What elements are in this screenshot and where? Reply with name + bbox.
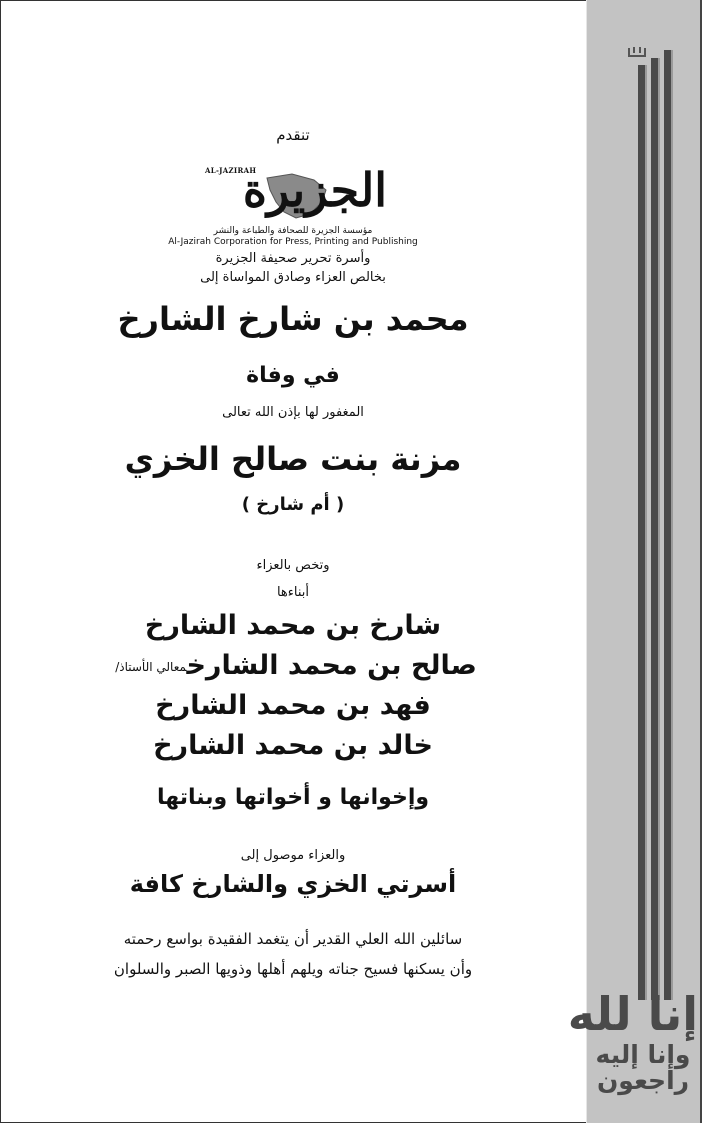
vertical-bar-icon <box>651 58 658 1000</box>
honorific-title: معالي الأستاذ/ <box>115 659 187 674</box>
vertical-bar-icon <box>664 50 671 1000</box>
verse-line-2: وإنا إليه <box>595 1040 691 1069</box>
son-name: خالد بن محمد الشارخ <box>153 730 433 761</box>
vertical-bar-icon <box>638 65 645 1000</box>
deceased-kunya: ( أم شارخ ) <box>241 494 345 515</box>
son-name: صالح بن محمد الشارخ <box>186 650 477 681</box>
corporation-name-ar: مؤسسة الجزيرة للصحافة والطباعة والنشر <box>213 226 373 236</box>
son-row-honorific <box>0 650 586 681</box>
deceased-prefix: المغفور لها بإذن الله تعالى <box>222 405 364 420</box>
son-name: فهد بن محمد الشارخ <box>155 690 431 721</box>
condolence-intro: بخالص العزاء وصادق المواساة إلى <box>200 270 386 285</box>
deceased-name: مزنة بنت صالح الخزي <box>124 440 462 478</box>
extended-label: والعزاء موصول إلى <box>240 848 346 863</box>
special-mention: وتخص بالعزاء <box>256 558 330 573</box>
logo-brand-en: AL-JAZIRAH <box>205 166 257 175</box>
logo-brand-ar: الجزيرة <box>242 163 388 217</box>
recipient-name: محمد بن شارخ الشارخ <box>117 300 469 338</box>
corporation-name-en: Al-Jazirah Corporation for Press, Printing and Publishing <box>168 237 418 247</box>
prayer-line-1: سائلين الله العلي القدير أن يتغمد الفقيدة بواسع رحمته <box>123 930 463 948</box>
siblings-line: وإخوانها و أخواتها وبناتها <box>156 785 430 810</box>
shadda-mark-icon <box>628 48 646 57</box>
editorial-family: وأسرة تحرير صحيفة الجزيرة <box>215 251 371 266</box>
prayer-line-2: وأن يسكنها فسيح جناته ويلهم أهلها وذويها الصبر والسلوان <box>113 960 473 978</box>
on-death-of: في وفاة <box>246 363 340 388</box>
families-line: أسرتي الخزي والشارخ كافة <box>129 870 457 898</box>
son-name: شارخ بن محمد الشارخ <box>144 610 442 641</box>
verse-line-3: راجعون <box>596 1066 690 1095</box>
presenting-text: تنقدم <box>276 126 310 144</box>
sons-label: أبناءها <box>276 585 310 600</box>
verse-line-1: إنا لله <box>567 987 698 1041</box>
